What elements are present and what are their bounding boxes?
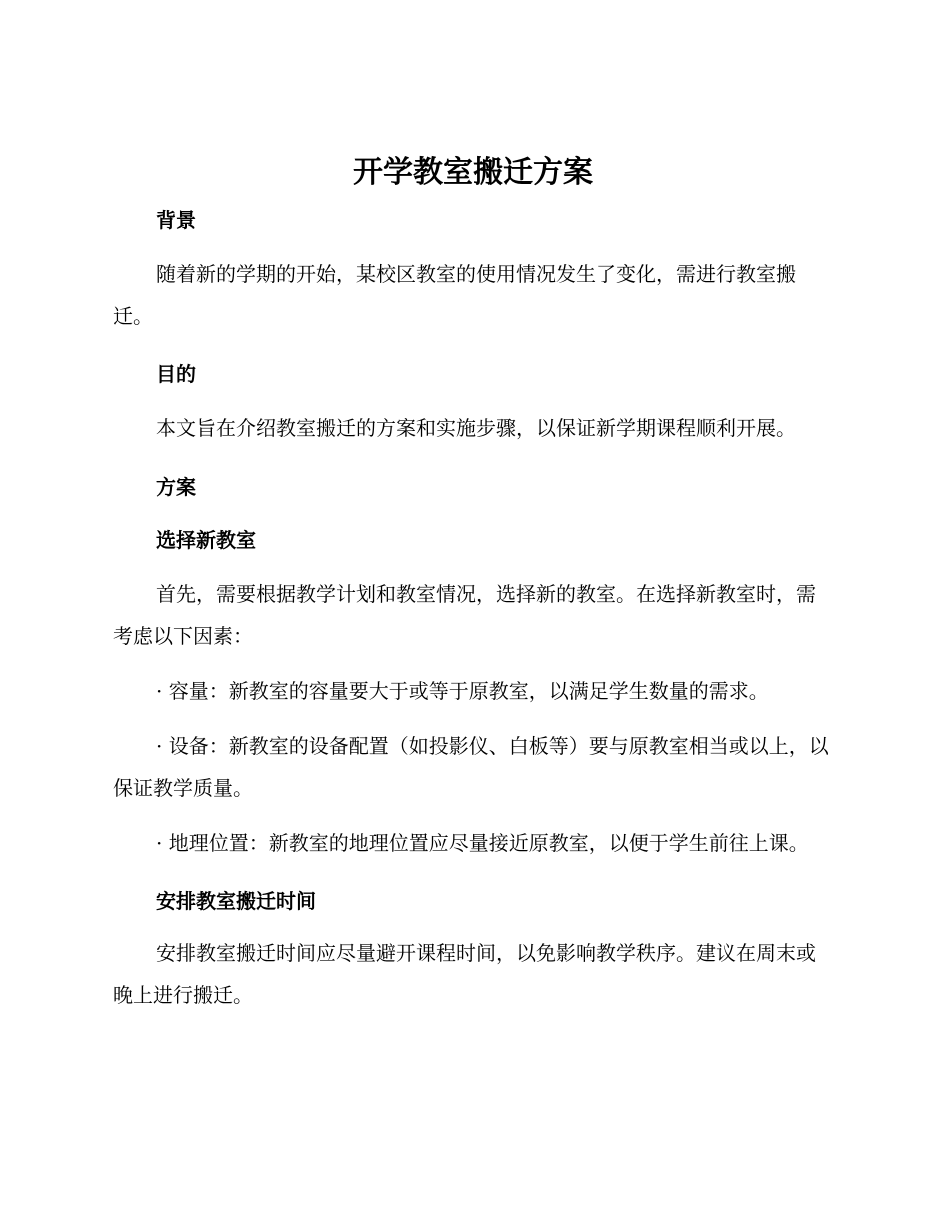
section-heading-plan: 方案 (156, 475, 196, 499)
bullet-location: · 地理位置：新教室的地理位置应尽量接近原教室，以便于学生前往上课。 (156, 831, 809, 855)
document-body (113, 150, 833, 1016)
document-title: 开学教室搬迁方案 (353, 155, 593, 190)
bullet-equipment: · 设备：新教室的设备配置（如投影仪、白板等）要与原教室相当或以上，以保证教学质量。 (113, 734, 829, 800)
section-heading-purpose: 目的 (156, 362, 196, 386)
paragraph-select-classroom: 首先，需要根据教学计划和教室情况，选择新的教室。在选择新教室时，需考虑以下因素： (113, 582, 816, 648)
paragraph-background: 随着新的学期的开始，某校区教室的使用情况发生了变化，需进行教室搬迁。 (113, 262, 796, 328)
paragraph-schedule: 安排教室搬迁时间应尽量避开课程时间，以免影响教学秩序。建议在周末或晚上进行搬迁。 (113, 941, 816, 1007)
section-heading-background: 背景 (156, 208, 196, 232)
subsection-heading-select-classroom: 选择新教室 (156, 528, 256, 552)
subsection-heading-schedule: 安排教室搬迁时间 (156, 889, 316, 913)
paragraph-purpose: 本文旨在介绍教室搬迁的方案和实施步骤，以保证新学期课程顺利开展。 (156, 416, 796, 440)
bullet-capacity: · 容量：新教室的容量要大于或等于原教室，以满足学生数量的需求。 (156, 679, 769, 703)
